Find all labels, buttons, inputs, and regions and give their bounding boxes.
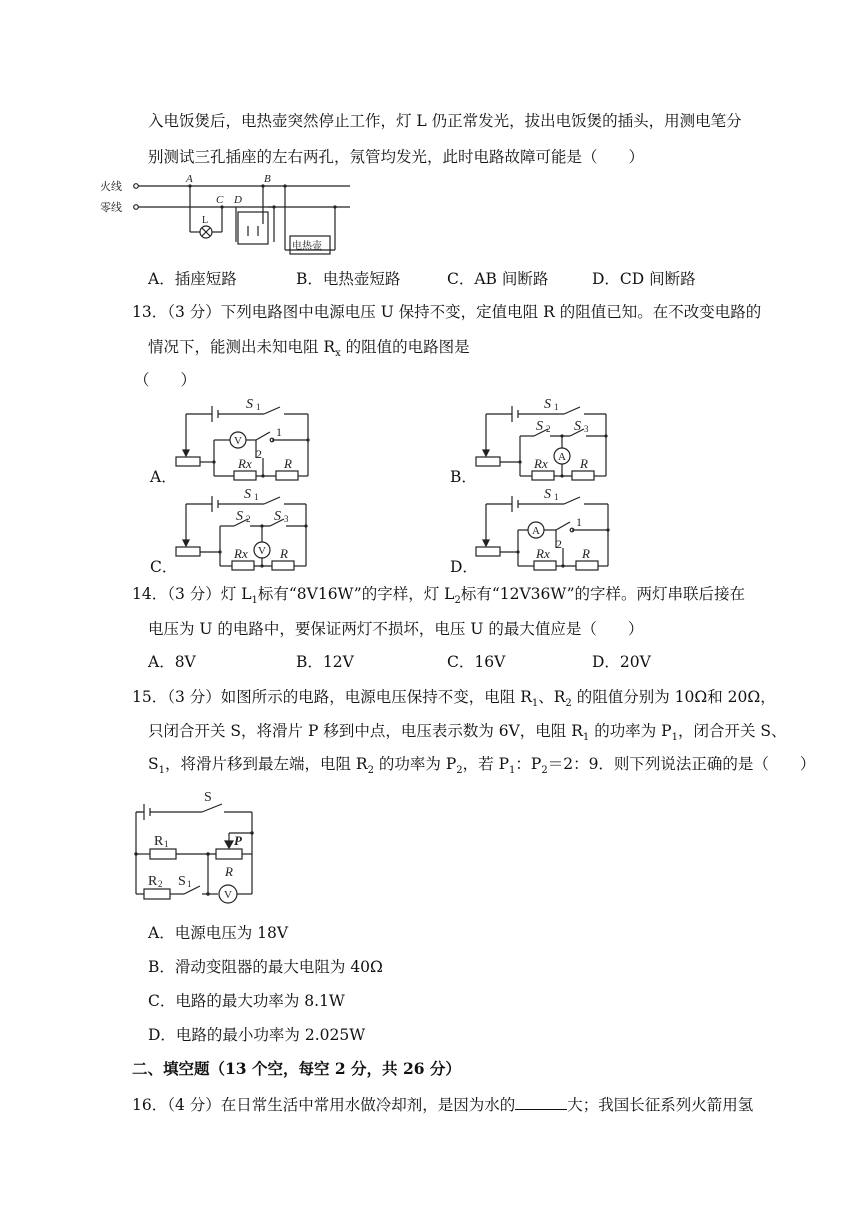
svg-text:1: 1: [554, 492, 559, 502]
svg-text:2: 2: [158, 879, 163, 889]
q15-circuit-diagram: [128, 790, 268, 905]
svg-text:2: 2: [546, 424, 551, 434]
q12-option-b[interactable]: B．电热壶短路: [296, 270, 401, 288]
svg-text:R: R: [580, 456, 588, 471]
q13-line2: 情况下，能测出未知电阻 $R_x$ 的阻值的电路图是: [148, 338, 470, 360]
q14-option-a[interactable]: A．8V: [148, 653, 196, 671]
svg-text:1: 1: [164, 839, 169, 849]
q12-line1: 入电饭煲后，电热壶突然停止工作，灯 L 仍正常发光，拔出电饭煲的插头，用测电笔分: [148, 112, 742, 130]
svg-text:S: S: [246, 397, 253, 412]
svg-text:1: 1: [576, 515, 582, 529]
q13-option-d[interactable]: D．: [450, 558, 478, 576]
q14-option-b[interactable]: B．12V: [296, 653, 354, 671]
ammeter-icon: A: [532, 525, 540, 537]
svg-text:R: R: [284, 456, 292, 471]
q13-circuit-c: [172, 486, 312, 576]
q12-option-d[interactable]: D．CD 间断路: [592, 270, 696, 288]
q15-option-d[interactable]: D．电路的最小功率为 2.025W: [148, 1026, 366, 1044]
ammeter-icon: A: [558, 451, 566, 463]
svg-text:S: S: [574, 419, 581, 434]
svg-text:S: S: [204, 790, 212, 805]
voltmeter-icon: V: [234, 435, 242, 447]
q13-option-c[interactable]: C．: [150, 558, 178, 576]
svg-text:Rx: Rx: [238, 456, 252, 471]
section-heading: 二、填空题（13 个空，每空 2 分，共 26 分）: [132, 1059, 461, 1078]
q12-option-a[interactable]: A．插座短路: [148, 270, 237, 288]
neutral-wire-label: 零线: [100, 202, 122, 214]
q15-option-a[interactable]: A．电源电压为 18V: [148, 924, 289, 942]
svg-text:3: 3: [284, 514, 289, 524]
svg-text:R: R: [225, 864, 233, 879]
q14-option-c[interactable]: C．16V: [447, 653, 506, 671]
svg-text:S: S: [244, 487, 251, 502]
q14-option-d[interactable]: D．20V: [592, 653, 651, 671]
svg-text:Rx: Rx: [534, 456, 548, 471]
q13-circuit-d: [472, 486, 612, 576]
point-d-label: D: [234, 194, 242, 206]
q15-line2: 只闭合开关 S，将滑片 P 移到中点，电压表示数为 6V，电阻 $R_1$ 的功率为 $P_1$，闭合开关 S、: [148, 722, 787, 744]
svg-text:3: 3: [584, 424, 589, 434]
svg-text:S: S: [274, 509, 281, 524]
voltmeter-icon: V: [224, 889, 232, 901]
q13-option-a[interactable]: A．: [150, 468, 177, 486]
q13-circuit-b: [472, 396, 612, 486]
q13-option-b[interactable]: B．: [450, 468, 477, 486]
q15-option-c[interactable]: C．电路的最大功率为 8.1W: [148, 992, 345, 1010]
q13-circuit-a: [172, 396, 312, 486]
q12-circuit-diagram: [100, 173, 358, 254]
q14-line2: 电压为 U 的电路中，要保证两灯不损坏，电压 U 的最大值应是（ ）: [148, 620, 644, 638]
svg-text:R: R: [154, 834, 164, 849]
q13-line1: 13．（3 分）下列电路图中电源电压 U 保持不变，定值电阻 R 的阻值已知。在不改变电路的: [132, 303, 762, 321]
svg-text:1: 1: [276, 425, 282, 439]
svg-text:1: 1: [256, 402, 261, 412]
svg-text:1: 1: [187, 879, 192, 889]
svg-text:S: S: [544, 487, 551, 502]
svg-text:S: S: [536, 419, 543, 434]
q16-blank-1[interactable]: [515, 1093, 567, 1110]
svg-text:Rx: Rx: [536, 546, 550, 561]
q14-line1: 14．（3 分）灯 $L_1$标有“8V16W”的字样，灯 $L_2$标有“12V36W”的字样。两灯串联后接在: [132, 585, 746, 607]
q12-option-c[interactable]: C．AB 间断路: [447, 270, 549, 288]
svg-text:R: R: [280, 546, 288, 561]
svg-text:2: 2: [246, 514, 251, 524]
svg-text:S: S: [236, 509, 243, 524]
svg-text:1: 1: [254, 492, 259, 502]
svg-text:R: R: [148, 874, 158, 889]
q15-line3: $S_1$，将滑片移到最左端，电阻 $R_2$ 的功率为 $P_2$，若 $P_1$：$P_2=2$：9．则下列说法正确的是（ ）: [148, 755, 816, 777]
svg-text:Rx: Rx: [234, 546, 248, 561]
q15-line1: 15．（3 分）如图所示的电路，电源电压保持不变，电阻 $R_1$、$R_2$ 的阻值分别为 10Ω和 20Ω，: [132, 688, 776, 710]
q15-option-b[interactable]: B．滑动变阻器的最大电阻为 40Ω: [148, 958, 383, 976]
svg-text:1: 1: [554, 402, 559, 412]
svg-text:P: P: [234, 833, 242, 848]
svg-text:S: S: [544, 397, 551, 412]
svg-text:S: S: [178, 874, 186, 889]
point-c-label: C: [216, 194, 224, 206]
svg-text:2: 2: [556, 537, 562, 551]
voltmeter-icon: V: [258, 545, 266, 557]
q12-line2: 别测试三孔插座的左右两孔，氖管均发光，此时电路故障可能是（ ）: [148, 148, 645, 166]
q13-line3: （ ）: [134, 371, 197, 389]
live-wire-label: 火线: [100, 181, 122, 193]
kettle-label: 电热壶: [292, 241, 322, 252]
svg-text:R: R: [582, 546, 590, 561]
lamp-l-label: L: [202, 215, 209, 226]
point-b-label: B: [264, 173, 271, 185]
q16-line1: 16．（4 分）在日常生活中常用水做冷却剂，是因为水的 大；我国长征系列火箭用氢: [132, 1093, 753, 1116]
svg-text:2: 2: [256, 447, 262, 461]
point-a-label: A: [186, 173, 193, 185]
